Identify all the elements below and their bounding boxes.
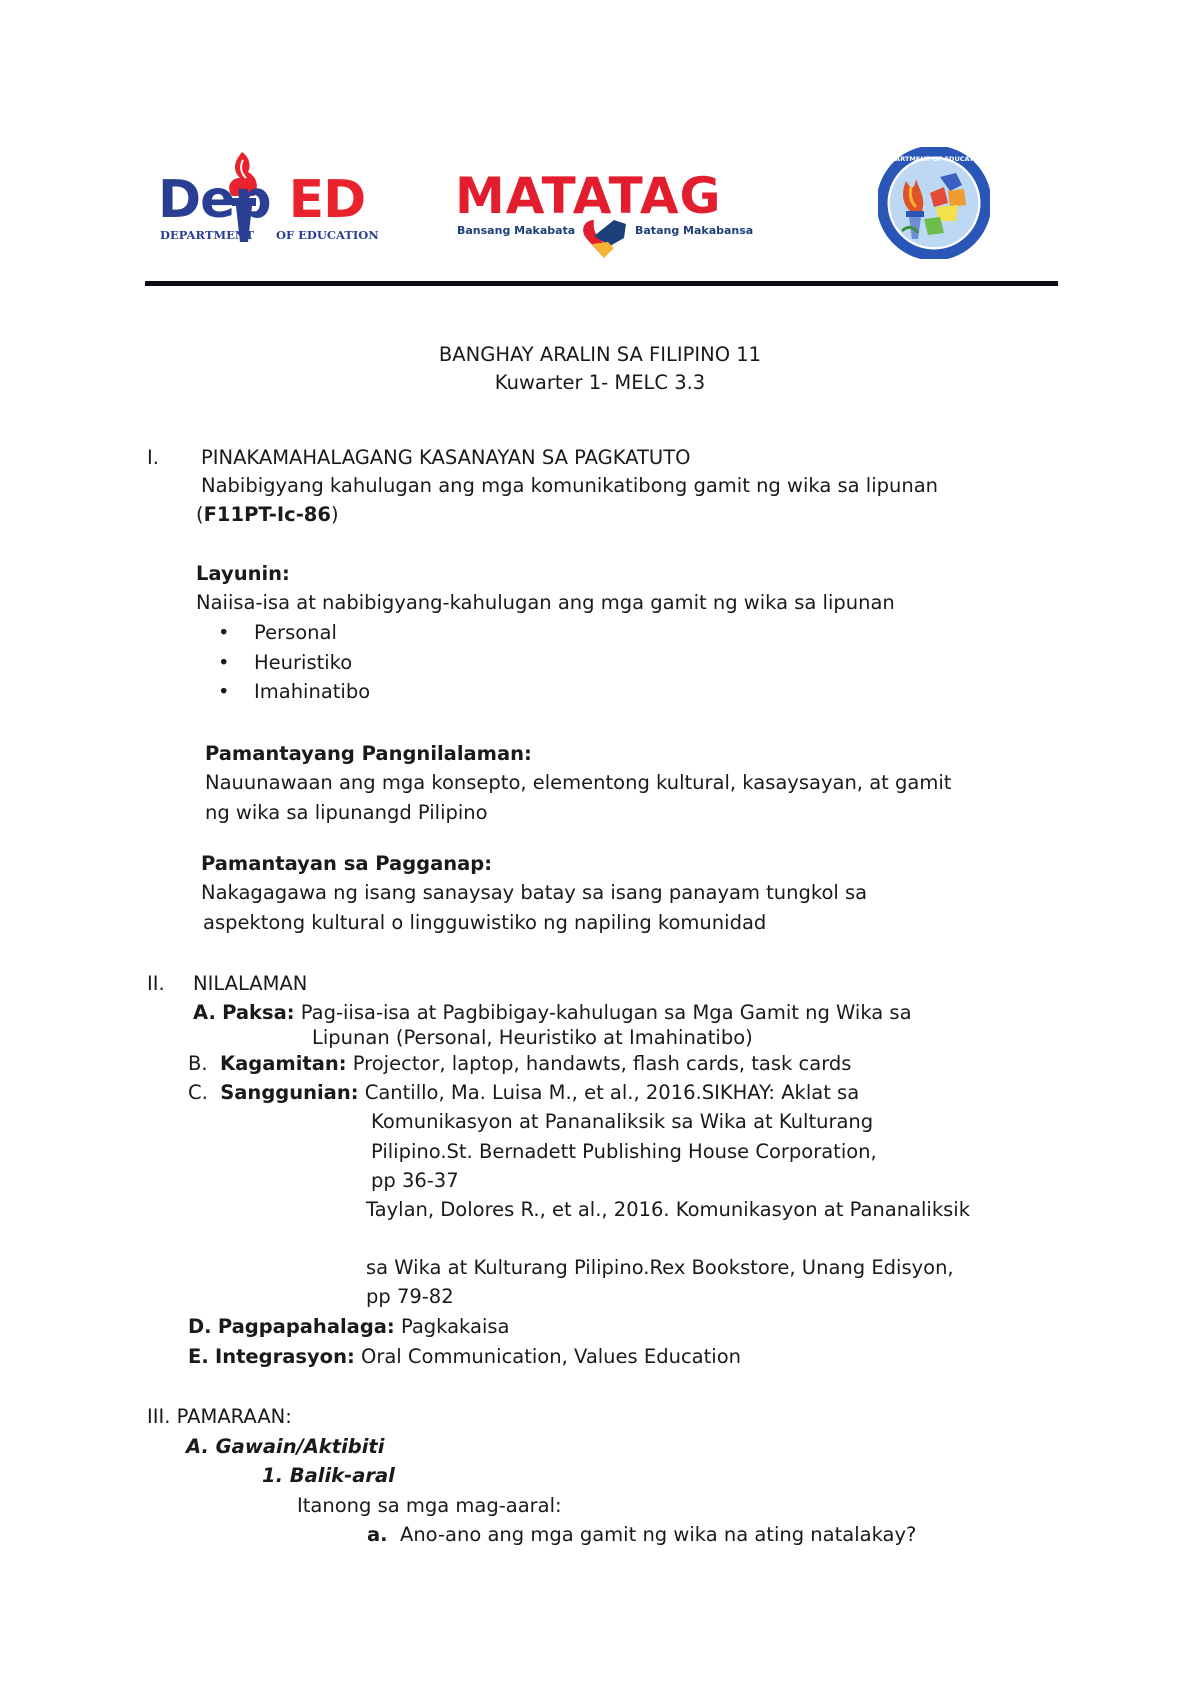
item-label: Pagpapahalaga: — [217, 1315, 395, 1338]
competency-code — [196, 501, 339, 529]
layunin-item: Imahinatibo — [254, 680, 371, 703]
division-seal-icon — [878, 147, 990, 259]
step-balik-aral — [262, 1462, 395, 1490]
document-subtitle: Kuwarter 1- MELC 3.3 — [494, 371, 706, 394]
matatag-tagline-right: Batang Makabansa — [635, 224, 754, 237]
bullet-icon: • — [218, 680, 230, 703]
item-text-continued: Lipunan (Personal, Heuristiko at Imahinatibo) — [312, 1026, 753, 1049]
layunin-item: Heuristiko — [254, 651, 353, 674]
document-title: BANGHAY ARALIN SA FILIPINO 11 — [438, 343, 762, 366]
item-letter: C. — [188, 1081, 208, 1104]
step-label: Balik-aral — [289, 1464, 395, 1487]
nilalaman-item-b — [188, 1050, 851, 1078]
section-2-heading: NILALAMAN — [193, 972, 308, 995]
section-3-heading — [147, 1403, 292, 1431]
layunin-item: Personal — [254, 621, 337, 644]
section-2-numeral: II. — [147, 972, 165, 995]
deped-logo-ed: ED — [288, 170, 366, 230]
heart-hands-icon — [580, 216, 630, 260]
matatag-title: MATATAG — [455, 167, 722, 225]
question-letter: a. — [367, 1523, 388, 1546]
item-label: Paksa: — [222, 1001, 295, 1024]
deped-logo — [160, 142, 380, 254]
instruction-text: Itanong sa mga mag-aaral: — [297, 1494, 562, 1517]
deped-logo-subtitle-right: OF EDUCATION — [275, 228, 379, 242]
pagganap-label: Pamantayan sa Pagganap: — [201, 852, 493, 875]
matatag-tagline-left: Bansang Makabata — [457, 224, 576, 237]
nilalaman-item-e — [188, 1343, 741, 1371]
nilalaman-item-d — [188, 1313, 509, 1341]
section-1-heading: PINAKAMAHALAGANG KASANAYAN SA PAGKATUTO — [201, 446, 691, 469]
pagganap-line: Nakagagawa ng isang sanaysay batay sa isang panayam tungkol sa — [201, 881, 868, 904]
nilalaman-item-a — [193, 999, 912, 1027]
competency-text: Nabibigyang kahulugan ang mga komunikatibong gamit ng wika sa lipunan — [201, 474, 939, 497]
item-letter: B. — [188, 1052, 208, 1075]
item-letter: A. — [193, 1001, 216, 1024]
reference-line: sa Wika at Kulturang Pilipino.Rex Bookstore, Unang Edisyon, — [366, 1256, 954, 1279]
question-item — [367, 1521, 916, 1549]
code-open-paren: ( — [196, 503, 204, 526]
item-text: Oral Communication, Values Education — [360, 1345, 741, 1368]
layunin-label: Layunin: — [196, 562, 290, 585]
item-label: Sanggunian: — [220, 1081, 359, 1104]
question-text: Ano-ano ang mga gamit ng wika na ating natalakay? — [399, 1523, 917, 1546]
section-3-numeral: III. — [147, 1405, 171, 1428]
reference-line: Komunikasyon at Pananaliksik sa Wika at Kulturang — [371, 1110, 874, 1133]
nilalaman-item-c — [188, 1079, 859, 1107]
header-divider — [145, 281, 1058, 286]
matatag-logo — [455, 168, 755, 263]
item-text: Pagkakaisa — [400, 1315, 510, 1338]
subsection-letter: A. — [186, 1435, 209, 1458]
code-close-paren: ) — [330, 503, 339, 526]
bullet-icon: • — [218, 621, 230, 644]
division-seal-logo — [878, 147, 990, 259]
pangnilalaman-line: ng wika sa lipunangd Pilipino — [205, 801, 488, 824]
item-letter: E. — [188, 1345, 209, 1368]
pangnilalaman-line: Nauunawaan ang mga konsepto, elementong kultural, kasaysayan, at gamit — [205, 771, 952, 794]
section-3-title: PAMARAAN: — [176, 1405, 292, 1428]
reference-line: Pilipino.St. Bernadett Publishing House Corporation, — [371, 1140, 877, 1163]
pagganap-line: aspektong kultural o lingguwistiko ng napiling komunidad — [203, 911, 767, 934]
subsection-gawain — [186, 1433, 384, 1461]
section-1-numeral: I. — [147, 446, 159, 469]
reference-line: Taylan, Dolores R., et al., 2016. Komunikasyon at Pananaliksik — [366, 1198, 971, 1221]
item-letter: D. — [188, 1315, 212, 1338]
item-text: Cantillo, Ma. Luisa M., et al., 2016.SIKHAY: Aklat sa — [364, 1081, 860, 1104]
item-label: Integrasyon: — [214, 1345, 355, 1368]
item-label: Kagamitan: — [219, 1052, 347, 1075]
item-text: Projector, laptop, handawts, flash cards, task cards — [352, 1052, 852, 1075]
pangnilalaman-label: Pamantayang Pangnilalaman: — [205, 742, 532, 765]
layunin-text: Naiisa-isa at nabibigyang-kahulugan ang mga gamit ng wika sa lipunan — [196, 591, 895, 614]
deped-logo-subtitle-left: DEPARTMENT — [160, 228, 254, 242]
subsection-label: Gawain/Aktibiti — [215, 1435, 385, 1458]
reference-line: pp 79-82 — [366, 1285, 454, 1308]
reference-line: pp 36-37 — [371, 1169, 459, 1192]
bullet-icon: • — [218, 651, 230, 674]
deped-logo-dep: Dep — [158, 170, 271, 230]
code-value: F11PT-Ic-86 — [203, 503, 331, 526]
svg-text:DEPARTMENT OF EDUCATION: DEPARTMENT OF EDUCATION — [881, 155, 987, 163]
step-number: 1. — [262, 1464, 283, 1487]
item-text: Pag-iisa-isa at Pagbibigay-kahulugan sa Mga Gamit ng Wika sa — [300, 1001, 912, 1024]
